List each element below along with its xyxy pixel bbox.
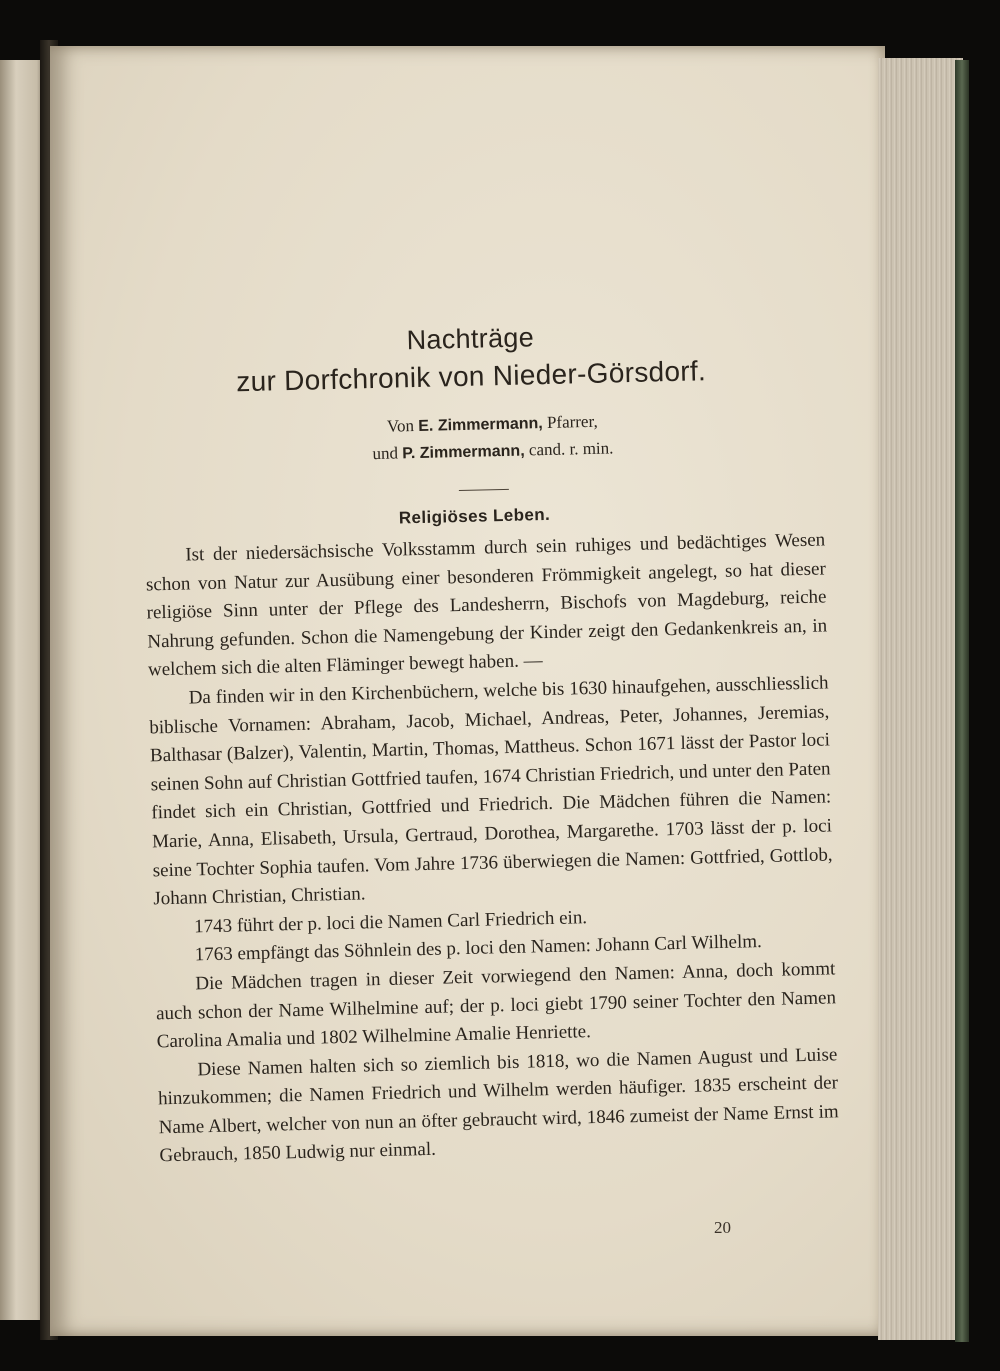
page-edges <box>878 58 963 1340</box>
author-name: E. Zimmermann, <box>418 415 543 435</box>
section-heading: Religiöses Leben. <box>398 504 551 528</box>
paragraph: 1743 führt der p. loci die Namen Carl Friedrich ein. <box>193 906 588 938</box>
author-name: P. Zimmermann, <box>402 442 525 463</box>
paragraph: 1763 empfängt das Söhnlein des p. loci den Namen: Johann Carl Wilhelm. <box>194 931 763 966</box>
title-divider <box>459 489 509 491</box>
book-cover-edge <box>955 60 969 1342</box>
paragraph: Die Mädchen tragen in dieser Zeit vorwiegend den Namen: Anna, doch kommt auch schon der Name Wilhelmine auf; der p. loci giebt 1790 seiner Tochter den Namen Carolina Amalia und 1802 Wilhelmine Amalie Henriette. <box>155 958 837 1053</box>
body-text <box>125 526 840 1171</box>
paragraph: Ist der niedersächsische Volksstamm durch sein ruhiges und bedächtiges Wesen schon von Natur zur Ausübung einer besonderen Frömmigkeit angelegt, so hat dieser religiöse Sinn unter der Pflege des Landesherrn, Bischofs von Magdeburg, reiche Nahrung gefunden. Schon die Namengebung der Kinder zeigt den Gedankenkreis an, in welchem sich die alten Fläminger bewegt haben. — <box>145 529 828 681</box>
paragraph: Da finden wir in den Kirchenbüchern, welche bis 1630 hinaufgehen, ausschliesslich biblische Vornamen: Abraham, Jacob, Michael, Andreas, Peter, Johannes, Jeremias, Balthasar (Balzer), Valentin, Martin, Thomas, Mattheus. Schon 1671 lässt der Pastor loci seinen Sohn auf Christian Gottfried taufen, 1674 Christian Friedrich, und unter den Paten findet sich ein Christian, Gottfried und Friedrich. Die Mädchen führen die Namen: Marie, Anna, Elisabeth, Ursula, Gertraud, Dorothea, Margarethe. 1703 lässt der p. loci seine Tochter Sophia taufen. Vom Jahre 1736 überwiegen die Namen: Gottfried, Gottlob, Johann Christian, Christian. <box>149 672 833 910</box>
byline-prefix: Von <box>386 416 415 436</box>
article-title: Nachträge <box>406 322 535 356</box>
byline-prefix: und <box>372 443 399 464</box>
author-role: cand. r. min. <box>528 438 614 460</box>
author-role: Pfarrer, <box>546 411 598 432</box>
page-content <box>120 314 840 1172</box>
paragraph: Diese Namen halten sich so ziemlich bis 1818, wo die Namen August und Luise hinzukommen; die Namen Friedrich und Wilhelm werden häufiger. 1835 erscheint der Name Albert, welcher von nun an öfter gebraucht wird, 1846 zumeist der Name Ernst im Gebrauch, 1850 Ludwig nur einmal. <box>157 1043 839 1167</box>
page-number: 20 <box>714 1218 731 1237</box>
article-subtitle: zur Dorfchronik von Nieder-Görsdorf. <box>235 355 707 398</box>
